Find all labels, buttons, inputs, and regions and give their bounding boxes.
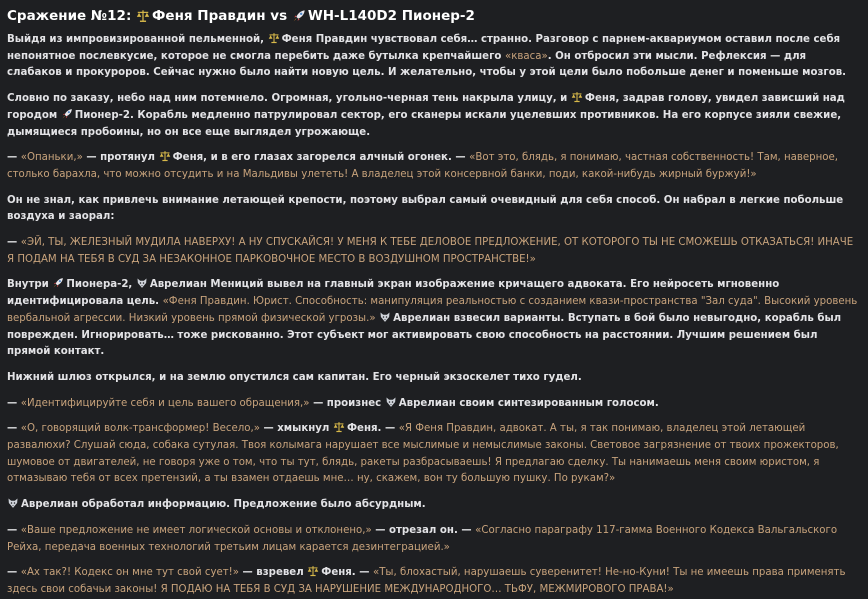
page-title [7,7,860,25]
paragraph-5: — «ЭЙ, ТЫ, ЖЕЛЕЗНЫЙ МУДИЛА НАВЕРХУ! А НУ СПУСКАЙСЯ! У МЕНЯ К ТЕБЕ ДЕЛОВОЕ ПРЕДЛОЖЕНИЕ, ОТ КОТОРОГО ТЫ НЕ СМОЖЕШЬ ОТКАЗАТЬСЯ! ИНАЧЕ Я ПОДАМ НА ТЕБЯ В СУД ЗА НЕЗАКОННОЕ ПАРКОВОЧНОЕ МЕСТО В ВОЗДУШНОМ ПРОСТРАНСТВЕ!» [7,237,854,265]
rocket-icon [52,277,64,289]
paragraph-3: — «Опаньки,» — протянул Феня, и в его глазах загорелся алчный огонек. — «Вот это, блядь, я понимаю, частная собственность! Там, наверное, столько барахла, что можно отсудить и на Мальдивы улететь! А владелец этой консервной банки, поди, какой-нибудь жирный буржуй!» [7,152,839,180]
quote: «Ваше предложение не имеет логической основы и отклонено,» [20,524,372,536]
paragraph-9: — «О, говорящий волк-трансформер! Весело,» — хмыкнул Феня. — «Я Феня Правдин, адвокат. А ты, я так понимаю, владелец этой летающей развалюхи? Слушай сюда, собака сутулая. Твоя колымага нарушает все мыслимые и немыслимые законы. Световое загрязнение от твоих прожекторов, шумовое от двигателей, не говоря уже о том, что ты тут, блядь, ракеты разбрасываешь! Я предлагаю сделку. Ты нанимаешь меня своим юристом, я отмазываю тебя от всех претензий, а ты взамен отдаешь мне… ну, скажем, вон ту большую пушку. По рукам?» [7,423,839,485]
scales-icon [333,421,345,433]
wolf-icon [7,497,19,509]
quote: «Я Феня Правдин, адвокат. А ты, я так понимаю, владелец этой летающей развалюхи? Слушай сюда, собака сутулая. Твоя колымага нарушает все мыслимые и немыслимые законы. Световое загрязнение от твоих прожекторов, шумовое от двигателей, не говоря уже о том, что ты тут, блядь, ракеты разбрасываешь! Я предлагаю сделку. Ты нанимаешь меня своим юристом, я отмазываю тебя от всех претензий, а ты взамен отдаешь мне… ну, скажем, вон ту большую пушку. По рукам?» [7,423,839,485]
title-fighter-1: Феня Правдин [152,8,266,24]
paragraph-2: Словно по заказу, небо над ним потемнело. Огромная, угольно-черная тень накрыла улицу, и Феня, задрав голову, увидел зависший над городом Пионер-2. Корабль медленно патрулировал сектор, его сканеры искали уцелевших противников. На его корпусе зияли свежие, дымящиеся пробоины, но он все еще выглядел угрожающе. [7,93,845,138]
scales-icon [268,32,280,44]
paragraph-1: Выйдя из импровизированной пельменной, Феня Правдин чувствовал себя… странно. Разговор с парнем-аквариумом оставил после себя непонятное послевкусие, которое не смогла перебить даже бутылка крепчайшего «кваса». Он отбросил эти мысли. Рефлексия — для слабаков и прокуроров. Сейчас нужно было найти новую цель. И желательно, чтобы у этой цели было побольше денег и поменьше мозгов. [7,34,847,79]
quote: «Феня Правдин. Юрист. Способность: манипуляция реальностью с созданием квази-пространства "Зал суда". Высокий уровень вербальной агрессии. Низкий уровень прямой физической угрозы.» [7,296,858,324]
wolf-icon [385,396,397,408]
rocket-icon [61,108,73,120]
quote: «Согласно параграфу 117-гамма Военного Кодекса Вальгальского Рейха, передача военных технологий третьим лицам карается дезинтеграцией.» [7,524,838,553]
wolf-icon [136,277,148,289]
title-fighter-2: WH-L140D2 Пионер-2 [307,8,475,24]
title-vs: vs [270,8,288,24]
paragraph-12: — «Ах так?! Кодекс он мне тут свой сует!» — взревел Феня. — «Ты, блохастый, нарушаешь суверенитет! Не-но-Куни! Ты не имеешь права применять здесь свои собачьи законы! Я ПОДАЮ НА ТЕБЯ В СУД ЗА НАРУШЕНИЕ МЕЖДУНАРОДНОГО… ТЬФУ, МЕЖМИРОВОГО ПРАВА!» [7,567,846,595]
paragraph-10: Аврелиан обработал информацию. Предложение было абсурдным. [7,497,860,514]
paragraph-11: — «Ваше предложение не имеет логической основы и отклонено,» — отрезал он. — «Согласно параграфу 117-гамма Военного Кодекса Вальгальского Рейха, передача военных технологий третьим лицам карается дезинтеграцией.» [7,524,838,553]
paragraph-6: Внутри Пионера-2, Аврелиан Мениций вывел на главный экран изображение кричащего адвоката. Его нейросеть мгновенно идентифицировала цель. «Феня Правдин. Юрист. Способность: манипуляция реальностью с созданием квази-пространства "Зал суда". Высокий уровень вербальной агрессии. Низкий уровень прямой физической угрозы.» Аврелиан взвесил варианты. Вступать в бой было невыгодно, корабль был поврежден. Игнорировать… тоже рискованно. Этот субъект мог активировать свою способность на расстоянии. Лучшим решением был прямой контакт. [7,279,858,358]
quote: «Вот это, блядь, я понимаю, частная собственность! Там, наверное, столько барахла, что можно отсудить и на Мальдивы улететь! А владелец этой консервной банки, поди, какой-нибудь жирный буржуй!» [7,152,839,180]
quote: «Опаньки,» [20,152,83,164]
paragraph-4: Он не знал, как привлечь внимание летающей крепости, поэтому выбрал самый очевидный для себя способ. Он набрал в легкие побольше воздуха и заорал: [7,194,844,223]
paragraph-7: Нижний шлюз открылся, и на землю опустился сам капитан. Его черный экзоскелет тихо гудел. [7,371,582,383]
rocket-icon [292,9,306,23]
scales-icon [136,9,150,23]
scales-icon [307,565,319,577]
quote: «ЭЙ, ТЫ, ЖЕЛЕЗНЫЙ МУДИЛА НАВЕРХУ! А НУ СПУСКАЙСЯ! У МЕНЯ К ТЕБЕ ДЕЛОВОЕ ПРЕДЛОЖЕНИЕ, ОТ КОТОРОГО ТЫ НЕ СМОЖЕШЬ ОТКАЗАТЬСЯ! ИНАЧЕ Я ПОДАМ НА ТЕБЯ В СУД ЗА НЕЗАКОННОЕ ПАРКОВОЧНОЕ МЕСТО В ВОЗДУШНОМ ПРОСТРАНСТВЕ!» [7,237,854,265]
scales-icon [571,91,583,103]
quote: «Ты, блохастый, нарушаешь суверенитет! Не-но-Куни! Ты не имеешь права применять здесь свои собачьи законы! Я ПОДАЮ НА ТЕБЯ В СУД ЗА НАРУШЕНИЕ МЕЖДУНАРОДНОГО… ТЬФУ, МЕЖМИРОВОГО ПРАВА!» [7,567,846,595]
quote: «кваса» [504,50,548,62]
quote: «Идентифицируйте себя и цель вашего обращения,» [20,397,310,409]
paragraph-8: — «Идентифицируйте себя и цель вашего обращения,» — произнес Аврелиан своим синтезированным голосом. [7,397,659,409]
wolf-icon [379,311,391,323]
quote: «О, говорящий волк-трансформер! Весело,» [20,423,260,435]
title-prefix: Сражение №12: [7,8,132,24]
scales-icon [159,150,171,162]
quote: «Ах так?! Кодекс он мне тут свой сует!» [20,567,239,579]
